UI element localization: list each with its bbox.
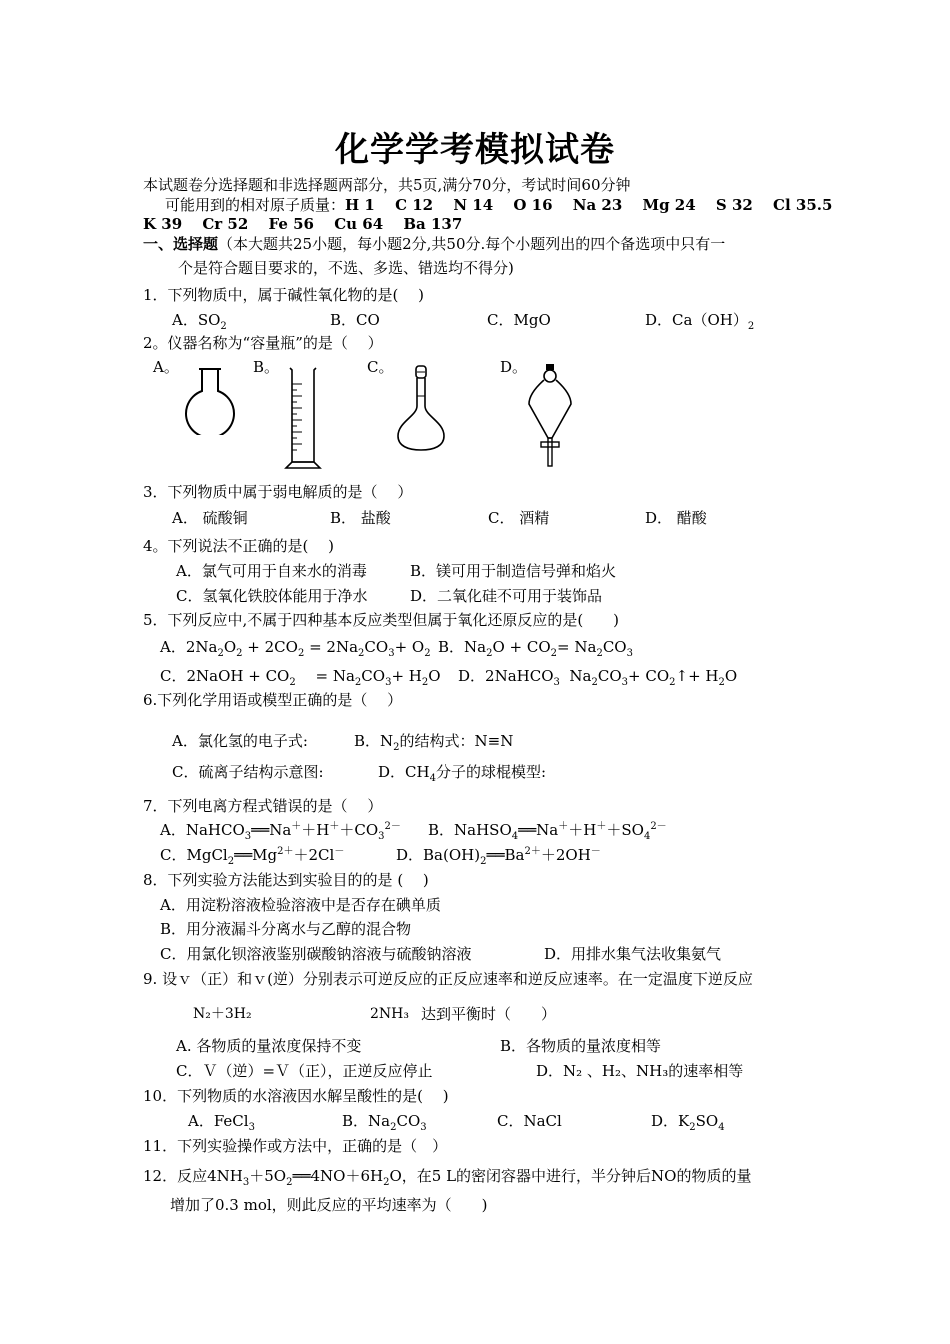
q10-stem: 10．下列物质的水溶液因水解呈酸性的是( ): [143, 1087, 449, 1105]
q1-stem: 1．下列物质中，属于碱性氧化物的是( ): [143, 286, 425, 304]
q12-stem-line1: 12．反应$4NH_3+5O_2══4NO+6H_2O$，在5 L的密闭容器中进行，半分钟后NO的物质的量: [143, 1167, 752, 1188]
q4-option-c: C．氢氧化铁胶体能用于净水: [176, 587, 368, 605]
intro-text: 本试题卷分选择题和非选择题两部分，共5页,满分70分，考试时间60分钟: [143, 176, 631, 194]
q10-option-d: D．$K_2SO_4$: [651, 1112, 725, 1133]
q9-equation-tail: 达到平衡时（ ）: [421, 1005, 557, 1023]
q1-option-c: C．MgO: [487, 311, 551, 329]
atomic-mass-line2: K 39 Cr 52 Fe 56 Cu 64 Ba 137: [143, 215, 463, 233]
q4-option-a: A．氯气可用于自来水的消毒: [176, 562, 367, 580]
q10-option-b: B．$Na_2CO_3$: [342, 1112, 427, 1133]
q2-option-c: C。: [367, 358, 394, 376]
q6-option-a: A．氯化氢的电子式:: [172, 732, 308, 750]
q3-option-b: B． 盐酸: [330, 509, 391, 527]
q5-option-b: B．$Na_2O + CO_2= Na_2CO_3$: [438, 638, 633, 659]
q5-option-a: A．$2Na_2O_2 + 2CO_2 = 2Na_2CO_3+ O_2$: [160, 638, 431, 659]
q2-option-d: D。: [500, 358, 528, 376]
q6-option-d: D．$CH_4$分子的球棍模型:: [378, 763, 547, 784]
section1-desc: 个是符合题目要求的，不选、多选、错选均不得分): [178, 259, 514, 277]
q8-option-c: C．用氯化钡溶液鉴别碳酸钠溶液与硫酸钠溶液: [160, 945, 472, 963]
q6-option-b: B．$N_2$的结构式：N≡N: [354, 732, 514, 753]
q4-stem: 4。下列说法不正确的是( ): [143, 537, 335, 555]
q5-option-d: D．2NaHCO$_3$ $Na_2CO_3+$ $CO_2↑+ H_2O$: [458, 667, 738, 688]
q7-option-c: C．$MgCl_2══Mg^{2+}+2Cl^-$: [160, 846, 345, 867]
volumetric-flask-image: [394, 362, 448, 454]
q5-option-c: C．2NaOH + $CO_2$ = $Na_2CO_3+ H_2O$: [160, 667, 441, 688]
q9-stem: 9. 设ｖ（正）和ｖ(逆）分别表示可逆反应的正反应速率和逆反应速率。在一定温度下逆反应: [143, 970, 753, 988]
q9-option-d: D．N₂ 、H₂、NH₃的速率相等: [536, 1062, 744, 1080]
q6-stem: 6.下列化学用语或模型正确的是（ ）: [143, 691, 403, 709]
graduated-cylinder-image: [282, 362, 324, 472]
q1-option-d: D．$Ca(OH)_2$: [645, 311, 755, 332]
q7-option-d: D．$Ba(OH)_2══Ba^{2+}+2OH^-$: [396, 846, 601, 867]
q5-stem: 5．下列反应中,不属于四种基本反应类型但属于氧化还原反应的是( ): [143, 611, 620, 629]
atomic-mass-line1: 可能用到的相对原子质量：H 1 C 12 N 14 O 16 Na 23 Mg 24 S 32 Cl 35.5: [165, 196, 833, 214]
q1-option-b: B．CO: [330, 311, 380, 329]
q6-option-c: C．硫离子结构示意图:: [172, 763, 324, 781]
q3-option-d: D． 醋酸: [645, 509, 707, 527]
q2-stem: 2。仪器名称为“容量瓶”的是（ ）: [143, 334, 383, 352]
q9-equation-left: N₂＋3H₂: [193, 1006, 252, 1022]
q3-stem: 3．下列物质中属于弱电解质的是（ ）: [143, 483, 413, 501]
q10-option-c: C．NaCl: [497, 1112, 562, 1130]
q4-option-d: D．二氧化硅不可用于装饰品: [410, 587, 603, 605]
q2-option-b: B。: [253, 358, 280, 376]
section1-heading: 一、选择题（本大题共25小题，每小题2分,共50分.每个小题列出的四个备选项中只有一: [143, 235, 726, 253]
q2-option-a: A。: [153, 358, 179, 376]
q4-option-b: B．镁可用于制造信号弹和焰火: [410, 562, 617, 580]
q7-option-a: A．$NaHCO_3══Na^++H^++CO_3^{2-}$: [160, 821, 401, 842]
q8-option-b: B．用分液漏斗分离水与乙醇的混合物: [160, 920, 412, 938]
q3-option-c: C． 酒精: [488, 509, 550, 527]
q10-option-a: A．FeCl$_3$: [188, 1112, 255, 1133]
q9-option-c: C．Ｖ（逆）=Ｖ（正），正逆反应停止: [176, 1062, 433, 1080]
q8-option-d: D．用排水集气法收集氨气: [544, 945, 722, 963]
q8-option-a: A．用淀粉溶液检验溶液中是否存在碘单质: [160, 896, 441, 914]
round-bottom-flask-image: [178, 365, 242, 435]
q7-option-b: B．$NaHSO_4══Na^++H^++SO_4^{2-}$: [428, 821, 667, 842]
q9-option-a: A. 各物质的量浓度保持不变: [176, 1037, 362, 1055]
q9-equation-right: 2NH₃: [370, 1006, 409, 1022]
exam-title: 化学学考模拟试卷: [335, 130, 615, 170]
q7-stem: 7．下列电离方程式错误的是（ ）: [143, 797, 383, 815]
q9-option-b: B．各物质的量浓度相等: [500, 1037, 662, 1055]
q8-stem: 8．下列实验方法能达到实验目的的是 ( ): [143, 871, 429, 889]
q11-stem: 11．下列实验操作或方法中，正确的是（ ）: [143, 1137, 448, 1155]
q12-stem-line2: 增加了0.3 mol，则此反应的平均速率为（ ): [170, 1196, 488, 1214]
separatory-funnel-image: [525, 362, 575, 472]
q1-option-a: A．$SO_2$: [172, 311, 227, 332]
q3-option-a: A． 硫酸铜: [172, 509, 248, 527]
